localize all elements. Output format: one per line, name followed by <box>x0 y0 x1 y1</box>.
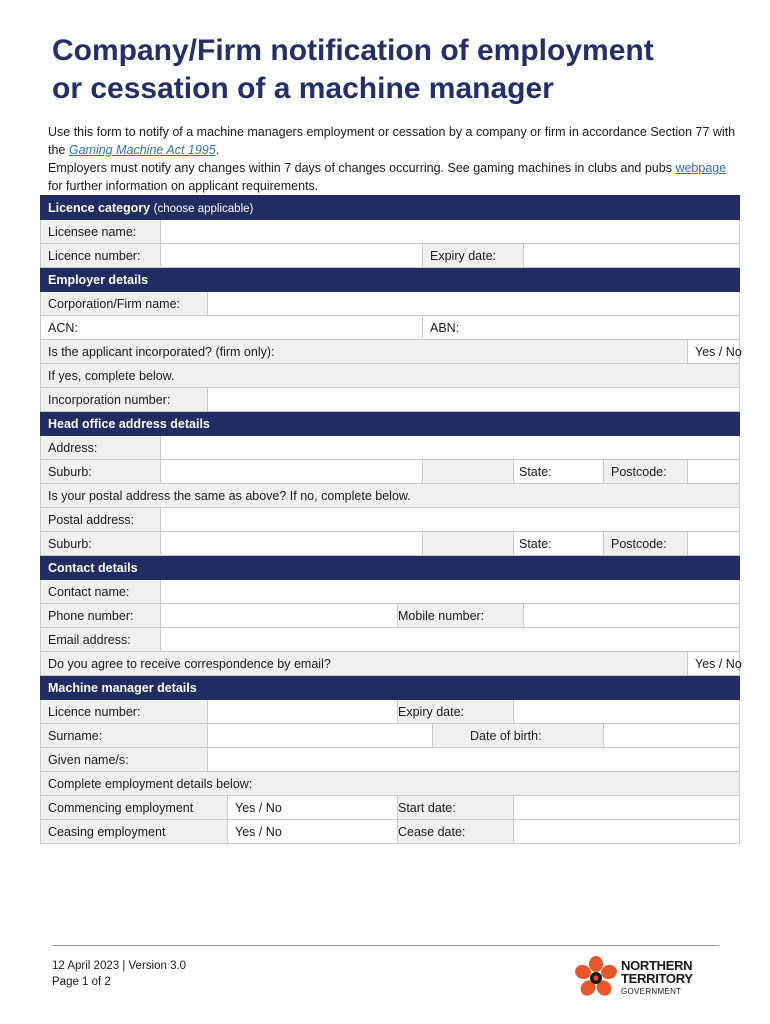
incorp-number-label: Incorporation number: <box>41 388 208 412</box>
phone-row <box>41 604 740 628</box>
cease-date-label: Cease date: <box>398 820 514 844</box>
commencing-yes-no[interactable]: Yes / No <box>228 796 398 820</box>
contact-name-field[interactable] <box>161 580 740 604</box>
postal-address-field[interactable] <box>161 508 740 532</box>
phone-label: Phone number: <box>41 604 161 628</box>
if-yes-text: If yes, complete below. <box>41 364 740 388</box>
manager-licence-row <box>41 700 740 724</box>
start-date-label: Start date: <box>398 796 514 820</box>
postal-suburb-field[interactable] <box>161 532 423 556</box>
acn-abn-row <box>41 316 740 340</box>
manager-expiry-field[interactable] <box>514 700 740 724</box>
phone-field[interactable] <box>161 604 398 628</box>
machine-manager-header: Machine manager details <box>41 676 740 700</box>
licensee-name-label: Licensee name: <box>41 220 161 244</box>
given-names-field[interactable] <box>208 748 740 772</box>
footer-divider <box>52 945 719 946</box>
licence-number-label: Licence number: <box>41 244 161 268</box>
contact-name-row <box>41 580 740 604</box>
licensee-name-row <box>41 220 740 244</box>
surname-row <box>41 724 740 748</box>
postal-postcode-field[interactable] <box>688 532 740 556</box>
email-label: Email address: <box>41 628 161 652</box>
commencing-label: Commencing employment <box>41 796 228 820</box>
gaming-machine-act-link[interactable]: Gaming Machine Act 1995 <box>68 143 216 157</box>
postal-same-question: Is your postal address the same as above? If no, complete below. <box>41 484 740 508</box>
state-label: State: <box>423 460 514 484</box>
postcode-field[interactable] <box>688 460 740 484</box>
incorp-number-row <box>41 388 740 412</box>
incorp-number-field[interactable] <box>208 388 740 412</box>
suburb-label: Suburb: <box>41 460 161 484</box>
licence-number-field[interactable] <box>161 244 423 268</box>
manager-licence-field[interactable] <box>208 700 398 724</box>
postal-same-row <box>41 484 740 508</box>
intro-text <box>48 123 738 195</box>
postal-address-label: Postal address: <box>41 508 161 532</box>
acn-label: ACN: <box>48 320 78 335</box>
notification-form <box>40 195 740 844</box>
webpage-link[interactable]: webpage <box>675 161 727 175</box>
incorporated-question: Is the applicant incorporated? (firm only): <box>41 340 688 364</box>
start-date-field[interactable] <box>514 796 740 820</box>
ceasing-yes-no[interactable]: Yes / No <box>228 820 398 844</box>
footer-version: 12 April 2023 | Version 3.0 <box>52 960 187 972</box>
email-agree-row <box>41 652 740 676</box>
acn-field[interactable] <box>41 316 423 340</box>
mobile-label: Mobile number: <box>398 604 524 628</box>
licence-category-header: Licence category (choose applicable) <box>41 196 740 220</box>
contact-name-label: Contact name: <box>41 580 161 604</box>
postal-state-label: State: <box>423 532 514 556</box>
licence-number-row <box>41 244 740 268</box>
email-agree-yes-no[interactable]: Yes / No <box>688 652 740 676</box>
commencing-row <box>41 796 740 820</box>
employer-details-header: Employer details <box>41 268 740 292</box>
postcode-label: Postcode: <box>604 460 688 484</box>
postal-address-row <box>41 508 740 532</box>
manager-expiry-label: Expiry date: <box>398 700 514 724</box>
footer <box>52 958 186 990</box>
postal-suburb-label: Suburb: <box>41 532 161 556</box>
suburb-row <box>41 460 740 484</box>
dob-label: Date of birth: <box>433 724 604 748</box>
logo-wordmark: NORTHERN TERRITORY GOVERNMENT <box>621 958 693 996</box>
licensee-name-field[interactable] <box>161 220 740 244</box>
ceasing-row <box>41 820 740 844</box>
title-line-1: Company/Firm notification of employment <box>52 34 654 67</box>
ceasing-label: Ceasing employment <box>41 820 228 844</box>
surname-label: Surname: <box>41 724 208 748</box>
corp-name-label: Corporation/Firm name: <box>41 292 208 316</box>
dob-field[interactable] <box>604 724 740 748</box>
nt-flower-icon <box>573 955 619 1001</box>
mobile-field[interactable] <box>524 604 740 628</box>
surname-field[interactable] <box>208 724 433 748</box>
contact-details-header: Contact details <box>41 556 740 580</box>
address-field[interactable] <box>161 436 740 460</box>
address-row <box>41 436 740 460</box>
address-label: Address: <box>41 436 161 460</box>
given-names-label: Given name/s: <box>41 748 208 772</box>
footer-page-number: Page 1 of 2 <box>52 976 111 988</box>
if-yes-row <box>41 364 740 388</box>
corp-name-field[interactable] <box>208 292 740 316</box>
postal-postcode-label: Postcode: <box>604 532 688 556</box>
cease-date-field[interactable] <box>514 820 740 844</box>
incorporated-row <box>41 340 740 364</box>
abn-label: ABN: <box>430 320 460 335</box>
postal-suburb-row <box>41 532 740 556</box>
email-agree-question: Do you agree to receive correspondence by email? <box>41 652 688 676</box>
suburb-field[interactable] <box>161 460 423 484</box>
page-title <box>52 32 742 108</box>
manager-licence-label: Licence number: <box>41 700 208 724</box>
intro-paragraph-2: Employers must notify any changes within 7 days of changes occurring. See gaming machines in clubs and pubs webpage for further information on applicant requirements. <box>48 161 727 193</box>
licence-expiry-field[interactable] <box>524 244 740 268</box>
corp-name-row <box>41 292 740 316</box>
licence-expiry-label: Expiry date: <box>423 244 524 268</box>
intro-paragraph-1: Use this form to notify of a machine managers employment or cessation by a company or firm in accordance Section 77 with the Gaming Machine Act 1995. <box>48 125 736 157</box>
complete-below-text: Complete employment details below: <box>41 772 740 796</box>
email-field[interactable] <box>161 628 740 652</box>
complete-below-row <box>41 772 740 796</box>
title-line-2: or cessation of a machine manager <box>52 72 554 105</box>
incorporated-yes-no[interactable]: Yes / No <box>688 340 740 364</box>
email-row <box>41 628 740 652</box>
given-names-row <box>41 748 740 772</box>
head-office-header: Head office address details <box>41 412 740 436</box>
nt-government-logo <box>573 955 713 1001</box>
abn-field[interactable] <box>423 316 740 340</box>
